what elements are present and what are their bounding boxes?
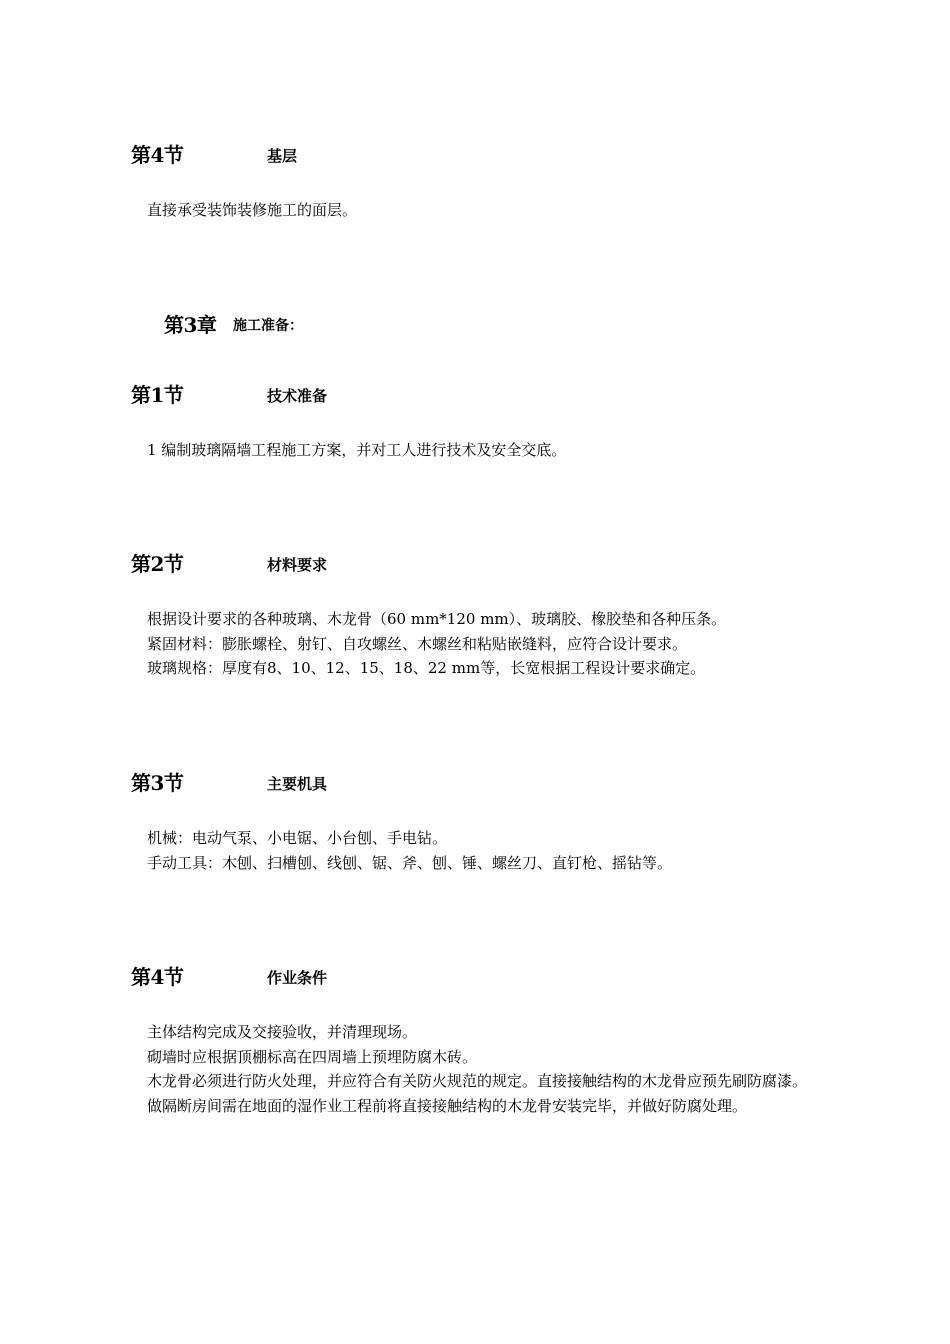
paragraph-tools: [113, 826, 828, 875]
paragraph-base: [113, 198, 828, 223]
paragraph-line: 手动工具：木刨、扫槽刨、线刨、锯、斧、刨、锤、螺丝刀、直钉枪、摇钻等。: [147, 853, 673, 872]
paragraph-line: 直接承受装饰装修施工的面层。: [147, 201, 358, 219]
paragraph-line: 1 编制玻璃隔墙工程施工方案，并对工人进行技术及安全交底。: [147, 441, 567, 459]
section-title: 技术准备: [267, 387, 328, 405]
section-title: 基层: [267, 147, 298, 165]
section-number: 第3节: [131, 771, 184, 795]
paragraph-line: 砌墙时应根据顶棚标高在四周墙上预埋防腐木砖。: [147, 1047, 478, 1066]
paragraph-line: 紧固材料：膨胀螺栓、射钉、自攻螺丝、木螺丝和粘贴嵌缝料，应符合设计要求。: [147, 634, 688, 653]
section-number: 第1节: [131, 383, 184, 407]
paragraph-line: 做隔断房间需在地面的湿作业工程前将直接接触结构的木龙骨安装完毕，并做好防腐处理。: [147, 1096, 748, 1115]
paragraph-conditions: [113, 1020, 828, 1118]
section-title: 主要机具: [267, 775, 328, 793]
section-title: 作业条件: [267, 969, 328, 987]
paragraph-line: 根据设计要求的各种玻璃、木龙骨（60 mm*120 mm）、玻璃胶、橡胶垫和各种压条。: [147, 610, 727, 628]
section-number: 第4节: [131, 143, 184, 167]
paragraph-line: 玻璃规格：厚度有8、10、12、15、18、22 mm等，长宽根据工程设计要求确定。: [147, 659, 706, 677]
section-number: 第4节: [131, 965, 184, 989]
section-number: 第2节: [131, 552, 184, 576]
paragraph-line: 木龙骨必须进行防火处理，并应符合有关防火规范的规定。直接接触结构的木龙骨应预先刷防腐漆。: [147, 1072, 808, 1090]
chapter-title: 施工准备：: [233, 318, 303, 334]
chapter-number: 第3章: [164, 313, 217, 337]
paragraph-line: 机械：电动气泵、小电锯、小台刨、手电钻。: [147, 829, 448, 847]
paragraph-material: [113, 607, 828, 681]
paragraph-line: 主体结构完成及交接验收，并清理现场。: [147, 1023, 418, 1041]
section-title: 材料要求: [267, 556, 328, 574]
paragraph-tech: [113, 438, 828, 463]
